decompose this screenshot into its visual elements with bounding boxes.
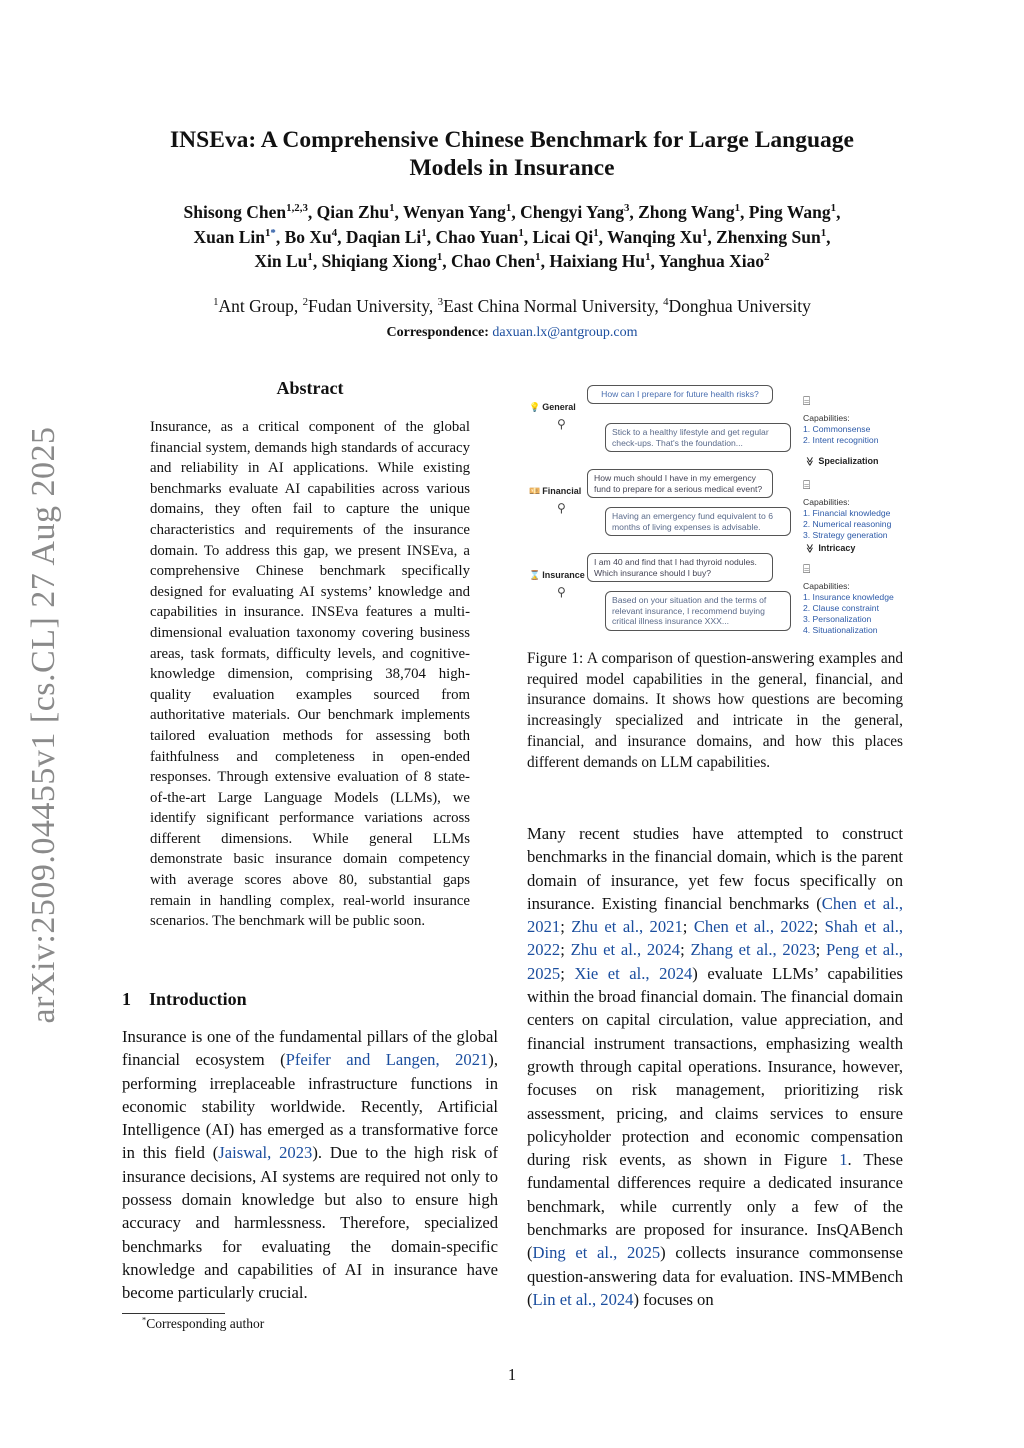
author-name: Chengyi Yang bbox=[520, 202, 624, 222]
author-name: Zhenxing Sun bbox=[716, 226, 821, 247]
affiliation-number: 4 bbox=[663, 296, 669, 309]
author-affiliation-mark: 3 bbox=[623, 202, 630, 215]
footnote: *Corresponding author bbox=[142, 1315, 265, 1331]
citation-link[interactable]: Ding et al., 2025 bbox=[532, 1243, 661, 1263]
citation-link[interactable]: Zhu et al., 2021 bbox=[571, 917, 683, 937]
author-name: Xin Lu bbox=[254, 251, 308, 271]
author-affiliation-mark: 4 bbox=[331, 226, 338, 239]
answer-bubble: Having an emergency fund equivalent to 6 months of living expenses is advisable. bbox=[605, 507, 791, 536]
author-affiliation-mark: 1 bbox=[518, 226, 524, 239]
robot-icon: ⌸ bbox=[803, 394, 811, 408]
domain-label-insurance bbox=[529, 570, 585, 581]
affiliation-name: East China Normal University bbox=[443, 296, 655, 316]
insurance-icon: ⌛ bbox=[529, 570, 541, 580]
question-bubble: How much should I have in my emergency fund to prepare for a serious medical event? bbox=[587, 469, 773, 498]
author-affiliation-mark: 2 bbox=[764, 251, 770, 264]
capabilities-title: Capabilities: bbox=[803, 497, 850, 507]
citation-link[interactable]: Zhang et al., 2023 bbox=[690, 940, 816, 960]
author-name: Bo Xu bbox=[284, 226, 332, 247]
affiliation-name: Fudan University bbox=[308, 296, 429, 316]
robot-icon: ⌸ bbox=[803, 478, 811, 492]
double-chevron-down-icon: ≫ bbox=[805, 543, 816, 554]
paper-title: INSEva: A Comprehensive Chinese Benchmark for Large Language Models in Insurance bbox=[170, 127, 854, 181]
answer-bubble: Based on your situation and the terms of relevant insurance, I recommend buying critical illness insurance XXX... bbox=[605, 591, 791, 631]
capability-item: 3. Personalization bbox=[803, 614, 872, 624]
capabilities-list bbox=[803, 413, 879, 446]
author-affiliation-mark: 1 bbox=[535, 251, 541, 264]
affiliation-number: 2 bbox=[302, 296, 309, 309]
author-name: Haixiang Hu bbox=[549, 251, 646, 271]
page-number: 1 bbox=[507, 1365, 517, 1384]
footnote-divider bbox=[122, 1313, 225, 1314]
question-bubble: I am 40 and find that I had thyroid nodules. Which insurance should I buy? bbox=[587, 553, 773, 582]
author-affiliation-mark: 1 bbox=[421, 226, 427, 239]
author-affiliation-mark: 1 bbox=[645, 251, 651, 264]
user-icon: ⚲ bbox=[557, 417, 566, 431]
citation-link[interactable]: Zhu et al., 2024 bbox=[570, 940, 681, 960]
author-name: Yanghua Xiao bbox=[658, 251, 765, 271]
figure-caption: Figure 1: A comparison of question-answering examples and required model capabilities in the general, financial, and insurance domains. It shows how questions are becoming increasingly specialized and intricate in the general, financial, and insurance domains, and how this places different demands on LLM capabilities. bbox=[527, 650, 903, 771]
question-bubble: How can I prepare for future health risks? bbox=[587, 385, 773, 404]
author-affiliation-mark: 1 bbox=[436, 251, 443, 264]
arxiv-identifier: arXiv:2509.04455v1 [cs.CL] 27 Aug 2025 bbox=[25, 426, 62, 1024]
capability-item: 4. Situationalization bbox=[803, 625, 878, 635]
domain-label-financial bbox=[529, 486, 581, 497]
author-name: Shiqiang Xiong bbox=[321, 251, 437, 271]
author-affiliation-mark: 1,2,3 bbox=[286, 202, 308, 215]
author-affiliation-mark: 1 bbox=[505, 202, 512, 215]
capabilities-title: Capabilities: bbox=[803, 413, 850, 423]
author-affiliation-mark: 1 bbox=[307, 251, 313, 264]
author-name: Wanqing Xu bbox=[607, 226, 702, 247]
citation-link[interactable]: Shah et al., 2022 bbox=[527, 917, 903, 960]
answer-bubble: Stick to a healthy lifestyle and get regular check-ups. That's the foundation... bbox=[605, 423, 791, 452]
transition-specialization bbox=[805, 456, 878, 467]
author-affiliation-mark: 1 bbox=[830, 202, 837, 215]
citation-link[interactable]: Chen et al., 2021 bbox=[527, 893, 903, 937]
author-name: Chao Chen bbox=[451, 251, 536, 271]
citation-link[interactable]: Jaiswal, 2023 bbox=[218, 1143, 313, 1163]
author-affiliation-mark: 1 bbox=[389, 202, 395, 215]
author-name: Shisong Chen bbox=[183, 202, 287, 222]
domain-label-text: Insurance bbox=[542, 570, 585, 580]
author-line: Xin Lu$^1$, Shiqiang Xiong$^1$, Chao Chen$^1$, Haixiang Hu$^1$, Yanghua Xiao$^2$ bbox=[254, 251, 770, 271]
citation-link[interactable]: Xie et al., 2024 bbox=[574, 963, 693, 983]
capability-item: 3. Strategy generation bbox=[803, 530, 888, 540]
author-name: Xuan Lin bbox=[193, 226, 265, 247]
affiliation-number: 3 bbox=[437, 296, 444, 309]
correspondence-email-link[interactable]: daxuan.lx@antgroup.com bbox=[492, 325, 638, 340]
citation-link[interactable]: Peng et al., 2025 bbox=[527, 940, 903, 983]
affiliation-name: Ant Group bbox=[218, 296, 294, 316]
double-chevron-down-icon: ≫ bbox=[805, 456, 816, 467]
citation-link[interactable]: Pfeifer and Langen, 2021 bbox=[285, 1050, 489, 1070]
author-list bbox=[0, 200, 1024, 274]
author-line: Xuan Lin$^{1*}$, Bo Xu$^4$, Daqian Li$^1$, Chao Yuan$^1$, Licai Qi$^1$, Wanqing Xu$^1$, Zhenxing Sun$^1$, bbox=[193, 226, 831, 247]
author-affiliation-mark: 1 bbox=[734, 202, 741, 215]
author-name: Licai Qi bbox=[532, 226, 594, 247]
citation-link[interactable]: Chen et al., 2022 bbox=[693, 917, 814, 937]
financial-icon: 💴 bbox=[529, 486, 541, 496]
capabilities-list bbox=[803, 497, 891, 541]
author-name: Zhong Wang bbox=[638, 202, 735, 222]
transition-label: Specialization bbox=[818, 456, 879, 466]
user-icon: ⚲ bbox=[557, 501, 566, 515]
domain-label-text: General bbox=[542, 402, 576, 412]
section-heading-introduction: 1 Introduction bbox=[122, 989, 247, 1009]
author-line: Shisong Chen$^{1,2,3}$, Qian Zhu$^1$, Wenyan Yang$^1$, Chengyi Yang$^3$, Zhong Wang$^1$, Ping Wang$^1$, bbox=[183, 202, 841, 222]
corresponding-mark[interactable]: * bbox=[270, 226, 276, 239]
author-name: Wenyan Yang bbox=[402, 202, 506, 222]
abstract-body: Insurance, as a critical component of the global financial system, demands high standards of accuracy and reliability in AI applications. While existing benchmarks evaluate AI capabilities across various domains, they often fail to capture the unique characteristics and requirements of the insurance domain. To address this gap, we present INSEva, a comprehensive Chinese benchmark specifically designed for evaluating AI systems’ knowledge and capabilities in insurance. INSEva features a multi-dimensional evaluation taxonomy covering business areas, task formats, difficulty levels, and cognitive-knowledge dimension, comprising 38,704 high-quality evaluation examples sourced from authoritative materials. Our benchmark implements tailored evaluation methods for assessing both faithfulness and completeness in open-ended responses. Through extensive evaluation of 8 state-of-the-art Large Language Models (LLMs), we identify significant performance variations across different dimensions. While general LLMs demonstrate basic insurance domain competency with average scores above 80, substantial gaps remain in handling complex, real-world insurance scenarios. The benchmark will be public soon. bbox=[150, 419, 470, 930]
author-name: Qian Zhu bbox=[316, 202, 390, 222]
capability-item: 1. Financial knowledge bbox=[803, 508, 891, 518]
capability-item: 2. Numerical reasoning bbox=[803, 519, 892, 529]
author-name: Ping Wang bbox=[748, 202, 831, 222]
author-name: Chao Yuan bbox=[435, 226, 519, 247]
author-affiliation-mark: 1 bbox=[701, 226, 708, 239]
citation-link[interactable]: Lin et al., 2024 bbox=[532, 1289, 634, 1309]
citation-link[interactable]: 1 bbox=[839, 1150, 848, 1170]
capability-item: 1. Commonsense bbox=[803, 424, 871, 434]
transition-label: Intricacy bbox=[818, 543, 856, 553]
affiliation-number: 1 bbox=[213, 296, 219, 309]
affiliations: $^1$Ant Group, $^2$Fudan University, $^3$East China Normal University, $^4$Donghua University bbox=[213, 296, 811, 316]
author-affiliation-mark: 1* bbox=[264, 226, 276, 239]
right-column-paragraph: Many recent studies have attempted to construct benchmarks in the financial domain, which is the parent domain of insurance, yet few focus specifically on insurance. Existing financial benchmarks (Chen et al., 2021; Zhu et al., 2021; Chen et al., 2022; Shah et al., 2022; Zhu et al., 2024; Zhang et al., 2023; Peng et al., 2025; Xie et al., 2024) evaluate LLMs’ capabilities within the broad financial domain. The financial domain centers on capital circulation, value appreciation, and financial instrument transactions, emphasizing wealth growth through capital operations. Insurance, however, focuses on risk management, prioritizing risk assessment, pricing, and claims services to ensure policyholder protection and economic compensation during risk events, as shown in Figure 1. These fundamental differences require a dedicated insurance benchmark, while currently only a few of the benchmarks are proposed for insurance. InsQABench (Ding et al., 2025) collects insurance commonsense question-answering data for evaluation. INS-MMBench (Lin et al., 2024) focuses on bbox=[527, 824, 904, 1309]
affiliation-name: Donghua University bbox=[668, 296, 811, 316]
user-icon: ⚲ bbox=[557, 585, 566, 599]
capability-item: 1. Insurance knowledge bbox=[803, 592, 894, 602]
domain-label-text: Financial bbox=[542, 486, 582, 496]
robot-icon: ⌸ bbox=[803, 562, 811, 576]
capabilities-title: Capabilities: bbox=[803, 581, 850, 591]
domain-label-general bbox=[529, 402, 576, 413]
capability-item: 2. Clause constraint bbox=[803, 603, 879, 613]
capability-item: 2. Intent recognition bbox=[803, 435, 879, 445]
transition-intricacy bbox=[805, 543, 855, 554]
author-affiliation-mark: 1 bbox=[820, 226, 827, 239]
author-affiliation-mark: 1 bbox=[593, 226, 599, 239]
correspondence: Correspondence: daxuan.lx@antgroup.com bbox=[386, 325, 638, 340]
abstract-heading: Abstract bbox=[276, 378, 344, 398]
figure-1 bbox=[527, 384, 903, 636]
introduction-paragraph: Insurance is one of the fundamental pillars of the global financial ecosystem (Pfeifer and Langen, 2021), performing irreplaceable infrastructure functions in economic stability worldwide. Recently, Artificial Intelligence (AI) has emerged as a transformative force in this field (Jaiswal, 2023). Due to the high risk of insurance decisions, AI systems are required not only to possess domain knowledge but also to ensure high accuracy and harmlessness. Therefore, specialized benchmarks for evaluating the domain-specific knowledge and capabilities of AI in insurance have become particularly crucial. bbox=[122, 1027, 498, 1303]
general-icon: 💡 bbox=[529, 402, 541, 412]
capabilities-list bbox=[803, 581, 894, 636]
author-name: Daqian Li bbox=[345, 226, 422, 247]
